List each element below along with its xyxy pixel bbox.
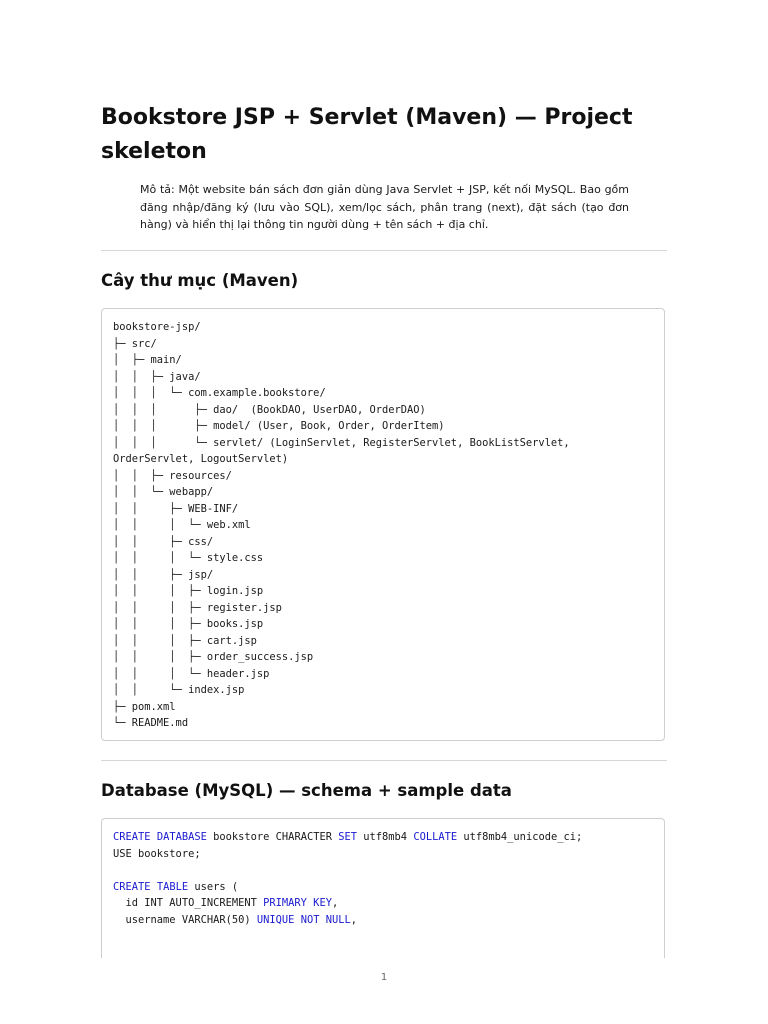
sql-text: bookstore CHARACTER (206, 831, 339, 843)
tree-line: │ │ ├─ jsp/ (113, 568, 214, 581)
document-title: Bookstore JSP + Servlet (Maven) — Project skeleton (101, 105, 633, 164)
sql-line (113, 846, 653, 863)
sql-line (113, 895, 653, 912)
tree-line: │ │ └─ webapp/ (113, 486, 214, 498)
sql-line (113, 912, 653, 929)
tree-line: │ │ ├─ java/ (113, 370, 201, 383)
sql-line (113, 829, 653, 846)
sql-keyword: DATABASE (156, 831, 207, 843)
tree-line: │ │ │ ├─ model/ (User, Book, Order, OrderItem) (113, 420, 445, 432)
sql-text: utf8mb4_unicode_ci; (457, 831, 583, 843)
directory-tree-code (102, 309, 664, 741)
section-divider (101, 760, 667, 761)
sql-text: USE bookstore; (113, 847, 201, 860)
sql-text: users ( (188, 880, 239, 893)
tree-line: │ │ │ ├─ books.jsp (113, 618, 264, 630)
database-heading: Database (MySQL) — schema + sample data (101, 781, 512, 800)
sql-text: username VARCHAR(50) (113, 913, 257, 926)
directory-tree-code-block (101, 308, 665, 741)
sql-line (113, 862, 653, 879)
sql-keyword: UNIQUE (256, 913, 295, 926)
tree-line: └─ README.md (113, 717, 189, 729)
project-description: Mô tả: Một website bán sách đơn giản dùng Java Servlet + JSP, kết nối MySQL. Bao gồm đăng nhập/đăng ký (lưu vào SQL), xem/lọc sách, phân trang (next), đặt sách (tạo đơn hàng) và hiển thị lại thông tin người dùng + tên sách + địa chỉ. (140, 183, 629, 231)
sql-keyword: CREATE (113, 880, 151, 893)
tree-line: │ │ │ ├─ dao/ (BookDAO, UserDAO, OrderDAO) (113, 403, 426, 416)
sql-keyword: COLLATE (413, 831, 458, 843)
tree-line: ├─ src/ (113, 337, 157, 350)
tree-line: │ │ ├─ WEB-INF/ (113, 502, 239, 515)
tree-line: │ │ │ └─ servlet/ (LoginServlet, RegisterServlet, BookListServlet, (113, 436, 570, 449)
tree-line: │ │ │ ├─ cart.jsp (113, 634, 257, 647)
sql-text: utf8mb4 (357, 831, 414, 843)
tree-heading: Cây thư mục (Maven) (101, 271, 299, 290)
sql-keyword: CREATE (113, 831, 151, 843)
sql-keyword: SET (338, 831, 358, 843)
sql-keyword: TABLE (156, 880, 189, 893)
tree-line: │ │ │ └─ com.example.bookstore/ (113, 387, 326, 399)
tree-line: OrderServlet, LogoutServlet) (113, 453, 289, 465)
tree-line: ├─ pom.xml (113, 700, 176, 713)
sql-text: id INT AUTO_INCREMENT (113, 897, 264, 909)
tree-line: │ ├─ main/ (113, 354, 182, 366)
tree-line: bookstore-jsp/ (113, 321, 201, 333)
sql-keyword: NOT NULL (300, 913, 351, 926)
tree-line: │ │ │ ├─ login.jsp (113, 585, 264, 597)
tree-line: │ │ │ └─ web.xml (113, 519, 251, 531)
tree-line: │ │ └─ index.jsp (113, 684, 245, 696)
section-divider (101, 250, 667, 251)
sql-text: , (350, 913, 358, 926)
database-sql-code (102, 819, 664, 938)
sql-line (113, 879, 653, 896)
sql-keyword: PRIMARY KEY (263, 897, 332, 909)
tree-line: │ │ │ └─ style.css (113, 552, 264, 564)
tree-line: │ │ ├─ resources/ (113, 469, 232, 482)
page-number: 1 (380, 972, 388, 983)
database-sql-code-block (101, 818, 665, 958)
tree-line: │ │ ├─ css/ (113, 535, 214, 548)
tree-line: │ │ │ ├─ register.jsp (113, 601, 282, 614)
sql-text: , (331, 897, 339, 909)
tree-line: │ │ │ └─ header.jsp (113, 667, 270, 680)
tree-line: │ │ │ ├─ order_success.jsp (113, 651, 314, 663)
